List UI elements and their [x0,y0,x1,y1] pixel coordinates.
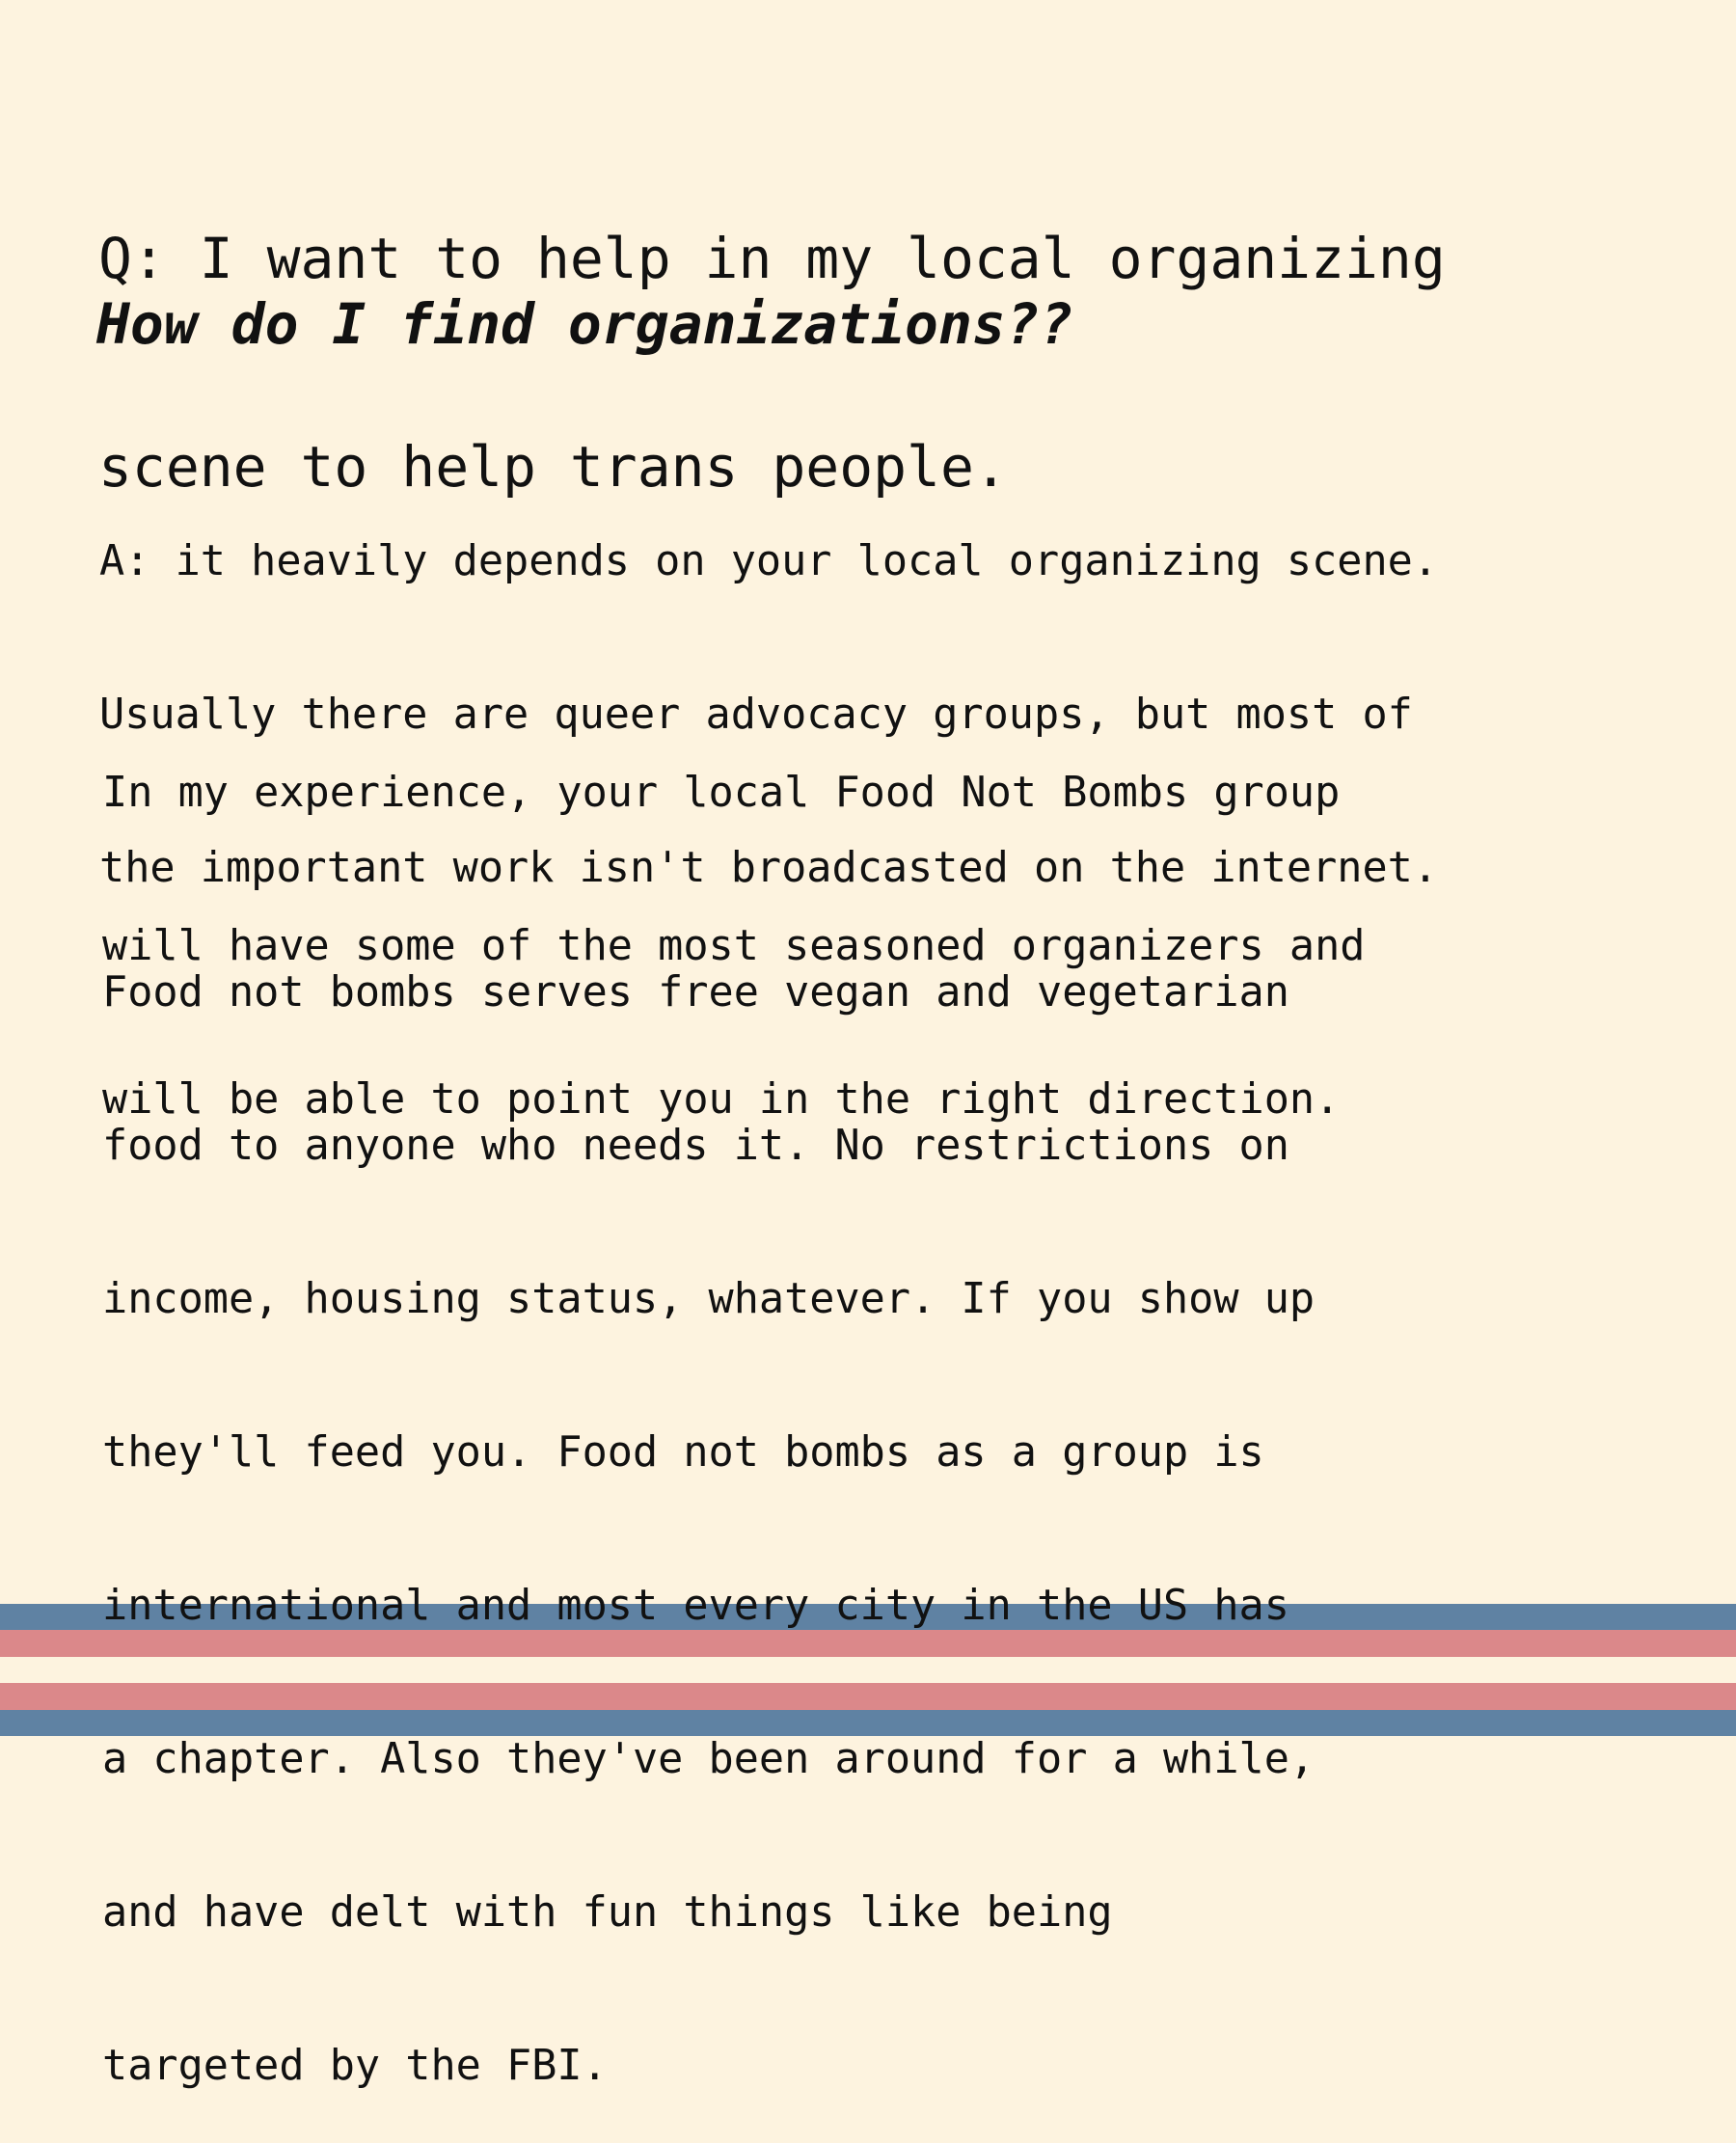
paragraph-line: Food not bombs serves free vegan and vegetarian [102,968,1289,1017]
paragraph-line: international and most every city in the US has [102,1582,1289,1630]
heading: How do I find organizations?? [96,291,1073,357]
answer-line: Usually there are queer advocacy groups, but most of [99,691,1413,739]
paragraph-line: In my experience, your local Food Not Bombs group [102,769,1341,817]
paragraph-line: a chapter. Also they've been around for a while, [102,1735,1316,1783]
paragraph-line: food to anyone who needs it. No restrictions on [102,1122,1289,1170]
food-not-bombs-details-paragraph [102,865,1315,2143]
answer-line: A: it heavily depends on your local organizing scene. [99,537,1439,585]
answer-line: the important work isn't broadcasted on the internet. [99,844,1439,892]
question-line: Q: I want to help in my local organizing [98,226,1446,291]
paragraph-line: will be able to point you in the right direction. [102,1075,1341,1124]
paragraph-line: and have delt with fun things like being [102,1888,1113,1937]
paragraph-line: income, housing status, whatever. If you show up [102,1275,1316,1323]
paragraph-line: will have some of the most seasoned organizers and [102,922,1366,970]
question-line: scene to help trans people. [98,434,1008,500]
paragraph-line: targeted by the FBI. [102,2042,608,2090]
paragraph-line: they'll feed you. Food not bombs as a group is [102,1428,1264,1477]
